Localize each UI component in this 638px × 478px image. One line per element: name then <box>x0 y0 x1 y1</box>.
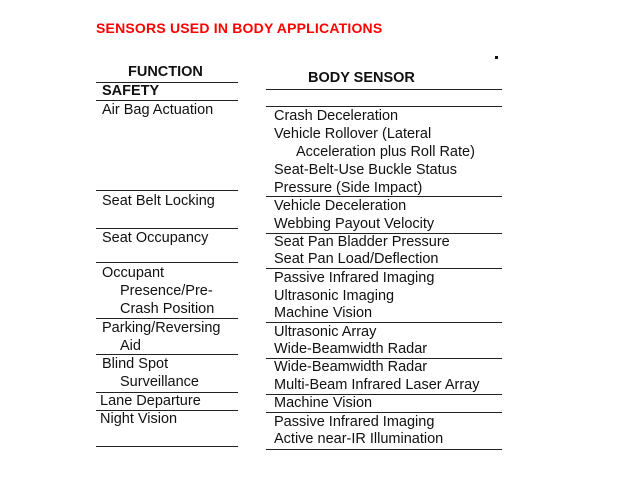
function-blind-spot: Blind Spot <box>102 356 169 372</box>
sensor-ultrasonic-array: Ultrasonic Array <box>274 324 377 340</box>
sensor-rule <box>266 449 502 450</box>
sensor-active-near-ir: Active near-IR Illumination <box>274 431 444 447</box>
sensor-rule <box>266 322 502 323</box>
function-night-vision: Night Vision <box>100 411 178 427</box>
sensor-rule <box>266 412 502 413</box>
function-seat-occupancy: Seat Occupancy <box>102 230 209 246</box>
sensor-machine-vision: Machine Vision <box>274 395 373 411</box>
function-occupant: Crash Position <box>120 301 215 317</box>
sensor-bladder-pressure: Seat Pan Bladder Pressure <box>274 234 450 250</box>
function-occupant: Occupant <box>102 265 165 281</box>
function-rule <box>96 318 238 319</box>
sensor-wide-beam-radar: Wide-Beamwidth Radar <box>274 359 428 375</box>
function-safety-label: SAFETY <box>102 83 160 99</box>
function-parking: Parking/Reversing <box>102 320 221 336</box>
sensor-vehicle-rollover: Acceleration plus Roll Rate) <box>296 144 475 160</box>
function-air-bag: Air Bag Actuation <box>102 102 214 118</box>
function-rule <box>96 228 238 229</box>
sensor-machine-vision: Machine Vision <box>274 305 373 321</box>
sensor-passive-infrared: Passive Infrared Imaging <box>274 270 435 286</box>
body-sensor-header: BODY SENSOR <box>308 70 415 86</box>
function-rule <box>96 100 238 101</box>
sensor-crash-deceleration: Crash Deceleration <box>274 108 399 124</box>
sensor-rule <box>266 89 502 90</box>
sensor-pan-load: Seat Pan Load/Deflection <box>274 251 439 267</box>
sensor-ultrasonic-imaging: Ultrasonic Imaging <box>274 288 395 304</box>
sensor-vehicle-rollover: Vehicle Rollover (Lateral <box>274 126 432 142</box>
function-rule <box>96 446 238 447</box>
sensor-vehicle-deceleration: Vehicle Deceleration <box>274 198 407 214</box>
sensor-side-impact-pressure: Pressure (Side Impact) <box>274 180 423 196</box>
function-rule <box>96 190 238 191</box>
sensor-wide-beam-radar: Wide-Beamwidth Radar <box>274 341 428 357</box>
sensor-rule <box>266 268 502 269</box>
sensor-multi-beam-laser: Multi-Beam Infrared Laser Array <box>274 377 480 393</box>
function-seat-belt: Seat Belt Locking <box>102 193 215 209</box>
stray-dot <box>495 56 498 59</box>
sensor-rule <box>266 106 502 107</box>
function-blind-spot: Surveillance <box>120 374 199 390</box>
slide-title: SENSORS USED IN BODY APPLICATIONS <box>96 20 383 36</box>
function-rule <box>96 262 238 263</box>
sensor-passive-infrared: Passive Infrared Imaging <box>274 414 435 430</box>
function-lane-departure: Lane Departure <box>100 393 201 409</box>
function-parking: Aid <box>120 338 141 354</box>
function-header: FUNCTION <box>128 64 203 80</box>
function-occupant: Presence/Pre- <box>120 283 213 299</box>
sensor-seat-belt-buckle: Seat-Belt-Use Buckle Status <box>274 162 457 178</box>
sensor-webbing-payout: Webbing Payout Velocity <box>274 216 435 232</box>
